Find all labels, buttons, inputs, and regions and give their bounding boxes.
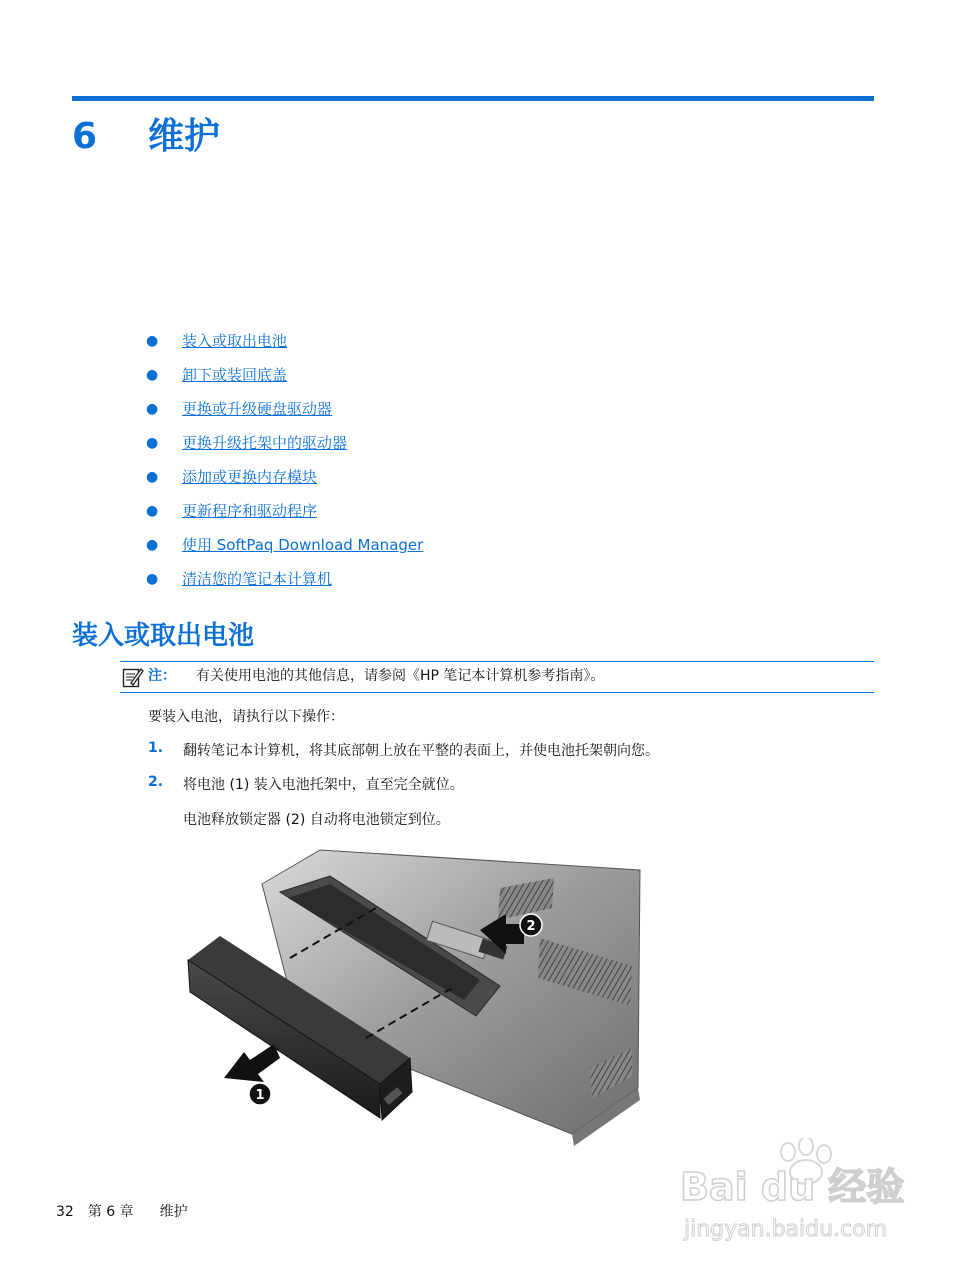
watermark-url: jingyan.baidu.com — [684, 1217, 888, 1242]
callout-1: 1 — [255, 1088, 265, 1103]
toc-link[interactable]: 装入或取出电池 — [182, 332, 288, 350]
battery-insertion-illustration — [180, 848, 650, 1148]
toc-link[interactable]: 更新程序和驱动程序 — [182, 502, 318, 520]
bullet-icon: ● — [146, 469, 159, 485]
baidu-jingyan-watermark — [676, 1138, 916, 1248]
chapter-top-rule — [72, 96, 874, 101]
toc-item — [146, 398, 423, 432]
bullet-icon: ● — [146, 537, 159, 553]
toc-item — [146, 568, 423, 602]
toc-item — [146, 534, 423, 568]
note-pencil-icon — [122, 666, 144, 688]
step-text: 将电池 (1) 装入电池托架中，直至完全就位。 — [183, 777, 464, 793]
section-title: 装入或取出电池 — [72, 621, 255, 651]
page-footer — [56, 1201, 188, 1221]
step-sub-text: 电池释放锁定器 (2) 自动将电池锁定到位。 — [183, 812, 450, 828]
callout-2: 2 — [526, 919, 536, 934]
chapter-heading — [72, 108, 220, 159]
footer-chapter-name: 维护 — [159, 1204, 188, 1220]
bullet-icon: ● — [146, 503, 159, 519]
watermark-brand: Bai du 经验 — [680, 1165, 905, 1209]
bullet-icon: ● — [146, 435, 159, 451]
toc-link[interactable]: 添加或更换内存模块 — [182, 468, 318, 486]
note-label: 注： — [148, 668, 176, 684]
step-text: 翻转笔记本计算机，将其底部朝上放在平整的表面上，并使电池托架朝向您。 — [183, 743, 659, 759]
toc-item — [146, 500, 423, 534]
toc-item — [146, 466, 423, 500]
toc-item — [146, 330, 423, 364]
toc-link[interactable]: 更换升级托架中的驱动器 — [182, 434, 348, 452]
bullet-icon: ● — [146, 333, 159, 349]
intro-text: 要装入电池，请执行以下操作： — [148, 709, 344, 725]
page-number: 32 — [56, 1204, 74, 1220]
note-text: 有关使用电池的其他信息，请参阅《HP 笔记本计算机参考指南》。 — [196, 668, 605, 684]
chapter-number: 6 — [72, 116, 98, 157]
toc-link[interactable]: 清洁您的笔记本计算机 — [182, 570, 333, 588]
toc-item — [146, 364, 423, 398]
step-number: 2. — [148, 774, 164, 790]
chapter-title-text: 维护 — [148, 116, 221, 157]
toc-link[interactable]: 卸下或装回底盖 — [182, 366, 288, 384]
chapter-toc — [146, 330, 423, 602]
bullet-icon: ● — [146, 367, 159, 383]
toc-link[interactable]: 使用 SoftPaq Download Manager — [182, 536, 424, 554]
toc-link[interactable]: 更换或升级硬盘驱动器 — [182, 400, 333, 418]
bullet-icon: ● — [146, 571, 159, 587]
toc-item — [146, 432, 423, 466]
footer-chapter-label: 第 6 章 — [87, 1204, 134, 1220]
step-number: 1. — [148, 740, 164, 756]
note-box — [120, 661, 874, 693]
bullet-icon: ● — [146, 401, 159, 417]
